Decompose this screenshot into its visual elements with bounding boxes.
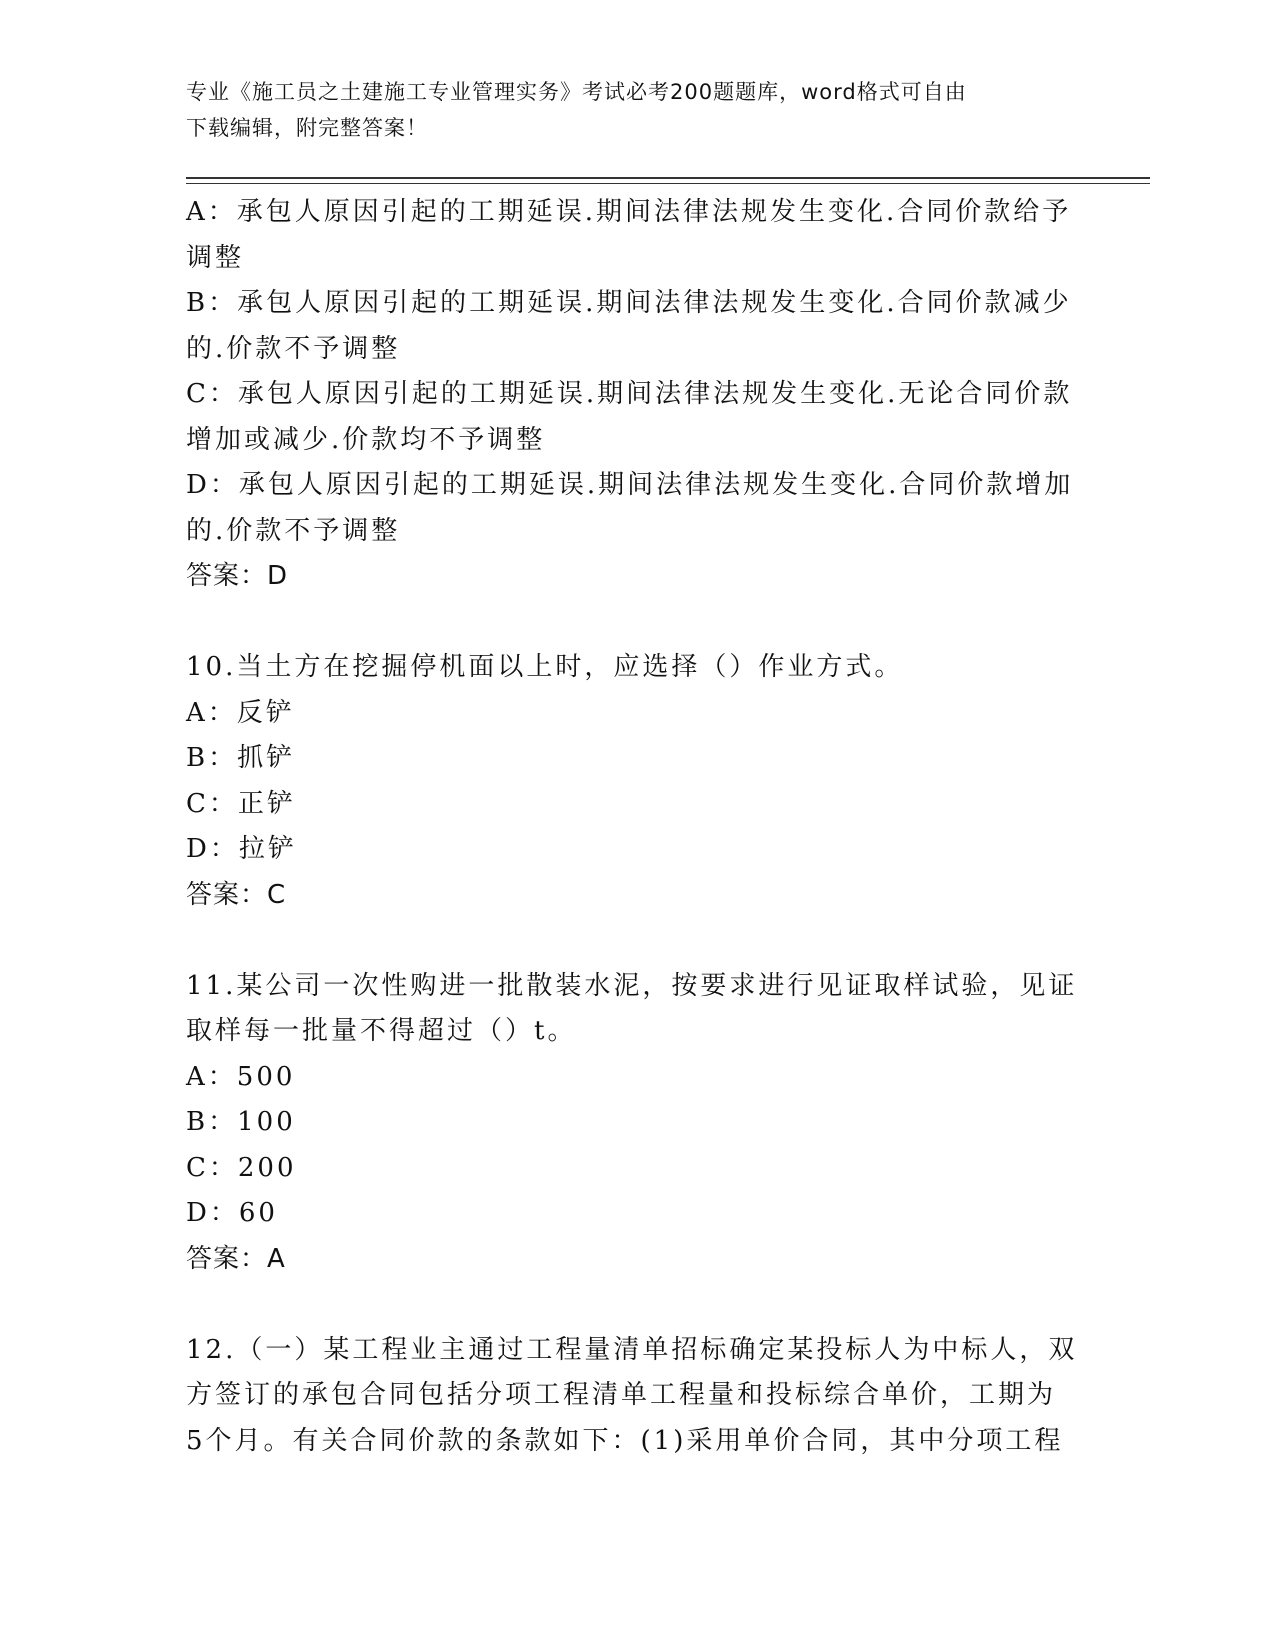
- q9-option-b-line-1: B：承包人原因引起的工期延误.期间法律法规发生变化.合同价款减少: [186, 288, 1072, 318]
- q11-option-b: B：100: [186, 1107, 296, 1137]
- q10-option-b: B：抓铲: [186, 743, 296, 773]
- q12-line-2: 方签订的承包合同包括分项工程清单工程量和投标综合单价，工期为: [186, 1380, 1057, 1410]
- q11-option-a: A：500: [186, 1061, 296, 1092]
- q10-option-a: A：反铲: [186, 697, 295, 728]
- q10-question: 10.当土方在挖掘停机面以上时，应选择（）作业方式。: [186, 652, 904, 682]
- q9-option-c-line-2: 增加或减少.价款均不予调整: [186, 424, 546, 455]
- q10-answer: 答案：C: [186, 879, 287, 910]
- q9-option-a-line-2: 调整: [186, 242, 245, 273]
- q11-question-line-1: 11.某公司一次性购进一批散装水泥，按要求进行见证取样试验，见证: [186, 970, 1078, 1001]
- header-line-1: 专业《施工员之土建施工专业管理实务》考试必考200题题库，word格式可自由: [186, 80, 967, 104]
- q11-option-c: C：200: [186, 1152, 297, 1183]
- q10-option-c: C：正铲: [186, 788, 296, 819]
- spacer: [186, 600, 1086, 646]
- q11-answer: 答案：A: [186, 1243, 286, 1274]
- question-content: [186, 190, 1086, 1464]
- q10-option-d: D：拉铲: [186, 834, 297, 864]
- q9-answer: 答案：D: [186, 561, 289, 591]
- q9-option-d-line-1: D：承包人原因引起的工期延误.期间法律法规发生变化.合同价款增加: [186, 470, 1074, 500]
- q11-option-d: D：60: [186, 1198, 278, 1228]
- q12-line-3: 5个月。有关合同价款的条款如下：(1)采用单价合同，其中分项工程: [186, 1425, 1064, 1456]
- q9-option-a-line-1: A：承包人原因引起的工期延误.期间法律法规发生变化.合同价款给予: [186, 197, 1072, 227]
- header-divider-thick: [186, 177, 1150, 179]
- q11-question-line-2: 取样每一批量不得超过（）t。: [186, 1016, 577, 1046]
- document-header: [186, 74, 1066, 146]
- q9-option-b-line-2: 的.价款不予调整: [186, 333, 401, 364]
- spacer: [186, 918, 1086, 964]
- header-divider-thin: [186, 183, 1150, 184]
- header-line-2: 下载编辑，附完整答案！: [186, 116, 428, 140]
- q9-option-c-line-1: C：承包人原因引起的工期延误.期间法律法规发生变化.无论合同价款: [186, 379, 1073, 409]
- q12-line-1: 12.（一）某工程业主通过工程量清单招标确定某投标人为中标人，双: [186, 1334, 1078, 1365]
- spacer: [186, 1282, 1086, 1328]
- q9-option-d-line-2: 的.价款不予调整: [186, 515, 401, 546]
